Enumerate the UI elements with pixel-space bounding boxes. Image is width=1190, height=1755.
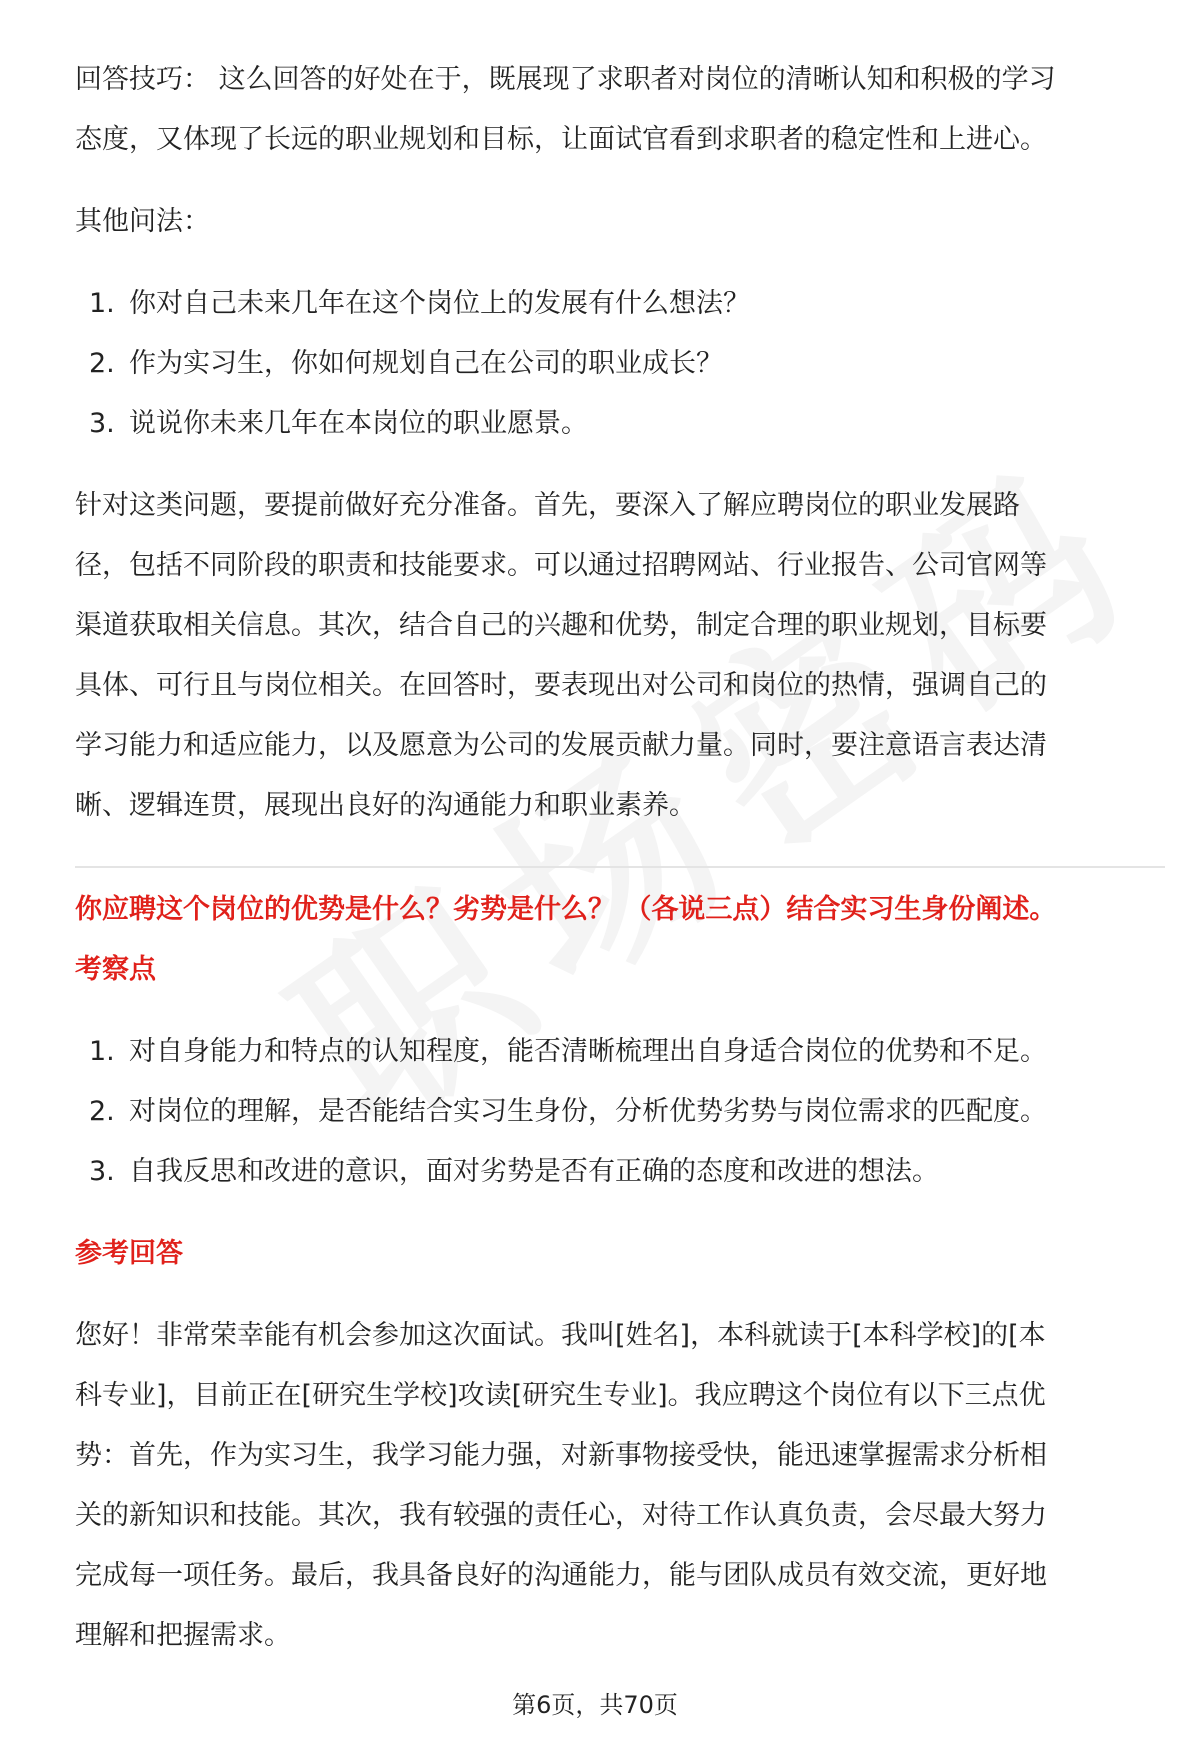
reference-answer-heading: 参考回答 [75, 1238, 183, 1269]
list-item: 3. 自我反思和改进的意识，面对劣势是否有正确的态度和改进的想法。 [89, 1156, 939, 1187]
list-item: 3. 说说你未来几年在本岗位的职业愿景。 [89, 408, 588, 439]
list-item: 2. 对岗位的理解，是否能结合实习生身份，分析优势劣势与岗位需求的匹配度。 [89, 1096, 1047, 1127]
tip-line: 回答技巧： 这么回答的好处在于，既展现了求职者对岗位的清晰认知和积极的学习 [75, 64, 1056, 95]
advice-line: 晰、逻辑连贯，展现出良好的沟通能力和职业素养。 [75, 790, 696, 821]
answer-line: 您好！非常荣幸能有机会参加这次面试。我叫[姓名]，本科就读于[本科学校]的[本 [75, 1320, 1046, 1351]
other-questions-list [75, 274, 1165, 454]
answer-line: 势：首先，作为实习生，我学习能力强，对新事物接受快，能迅速掌握需求分析相 [75, 1440, 1047, 1471]
answer-tip [75, 50, 1165, 170]
advice-line: 针对这类问题，要提前做好充分准备。首先，要深入了解应聘岗位的职业发展路 [75, 490, 1020, 521]
advice-line: 渠道获取相关信息。其次，结合自己的兴趣和优势，制定合理的职业规划，目标要 [75, 610, 1047, 641]
document-page [75, 50, 1165, 1666]
section-divider [75, 866, 1165, 868]
advice-paragraph [75, 476, 1165, 836]
list-item: 1. 对自身能力和特点的认知程度，能否清晰梳理出自身适合岗位的优势和不足。 [89, 1036, 1047, 1067]
question-title: 你应聘这个岗位的优势是什么？劣势是什么？ （各说三点）结合实习生身份阐述。 [75, 894, 1057, 925]
list-item: 2. 作为实习生，你如何规划自己在公司的职业成长？ [89, 348, 723, 379]
check-points-list [75, 1022, 1165, 1202]
answer-line: 理解和把握需求。 [75, 1620, 291, 1651]
advice-line: 径，包括不同阶段的职责和技能要求。可以通过招聘网站、行业报告、公司官网等 [75, 550, 1047, 581]
answer-line: 完成每一项任务。最后，我具备良好的沟通能力，能与团队成员有效交流，更好地 [75, 1560, 1047, 1591]
check-points-heading: 考察点 [75, 954, 156, 985]
answer-line: 科专业]，目前正在[研究生学校]攻读[研究生专业]。我应聘这个岗位有以下三点优 [75, 1380, 1046, 1411]
page-number: 第6页，共70页 [512, 1691, 678, 1719]
advice-line: 学习能力和适应能力，以及愿意为公司的发展贡献力量。同时，要注意语言表达清 [75, 730, 1047, 761]
other-questions-label: 其他问法： [75, 206, 210, 237]
list-item: 1. 你对自己未来几年在这个岗位上的发展有什么想法？ [89, 288, 750, 319]
answer-line: 关的新知识和技能。其次，我有较强的责任心，对待工作认真负责，会尽最大努力 [75, 1500, 1047, 1531]
advice-line: 具体、可行且与岗位相关。在回答时，要表现出对公司和岗位的热情，强调自己的 [75, 670, 1047, 701]
reference-answer-paragraph [75, 1306, 1165, 1666]
tip-line: 态度，又体现了长远的职业规划和目标，让面试官看到求职者的稳定性和上进心。 [75, 124, 1047, 155]
